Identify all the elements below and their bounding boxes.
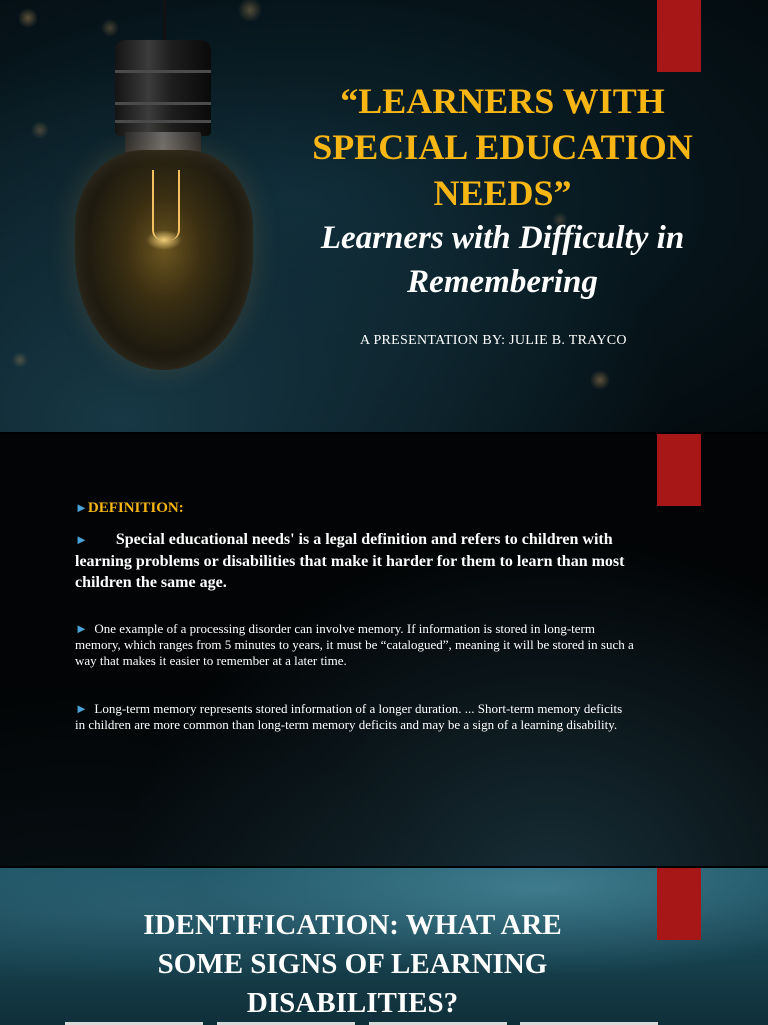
filament-glow <box>146 230 182 250</box>
bullet-arrow-icon: ► <box>75 532 88 547</box>
bulb-wire <box>163 0 166 44</box>
bullet-text: Long-term memory represents stored information of a longer duration. ... Short-term memory deficits in children are more common than long-term memory deficits and may be a sign of a learning disability. <box>75 701 623 732</box>
slide-title: “LEARNERS WITH SPECIAL EDUCATION NEEDS” <box>312 81 693 213</box>
red-accent-tab <box>657 868 701 940</box>
identification-slide <box>0 868 768 1025</box>
bullet-item <box>75 621 635 669</box>
definition-heading <box>75 500 635 517</box>
bullet-arrow-icon: ► <box>75 621 88 636</box>
bullet-text: One example of a processing disorder can involve memory. If information is stored in long-term memory, which ranges from 5 minutes to years, it must be “catalogued”, meaning it will be stored in such a way that makes it easier to remember at a later time. <box>75 621 634 668</box>
slide-title: IDENTIFICATION: WHAT ARE SOME SIGNS OF LEARNING DISABILITIES? <box>143 909 562 1019</box>
bullet-item <box>75 701 635 733</box>
bulb-socket <box>115 40 211 136</box>
bullet-item <box>75 529 635 593</box>
title-slide <box>0 0 768 432</box>
red-accent-tab <box>657 0 701 72</box>
bullet-text: Special educational needs' is a legal definition and refers to children with learning problems or disabilities that make it harder for them to learn than most children the same age. <box>75 531 625 591</box>
bullet-arrow-icon: ► <box>75 500 88 515</box>
definition-slide <box>0 434 768 866</box>
red-accent-tab <box>657 434 701 506</box>
definition-heading-text: DEFINITION: <box>87 500 184 516</box>
slide-subtitle: Learners with Difficulty in Remembering <box>320 220 685 300</box>
presenter-byline: A PRESENTATION BY: JULIE B. TRAYCO <box>360 333 627 348</box>
bullet-arrow-icon: ► <box>75 701 88 716</box>
